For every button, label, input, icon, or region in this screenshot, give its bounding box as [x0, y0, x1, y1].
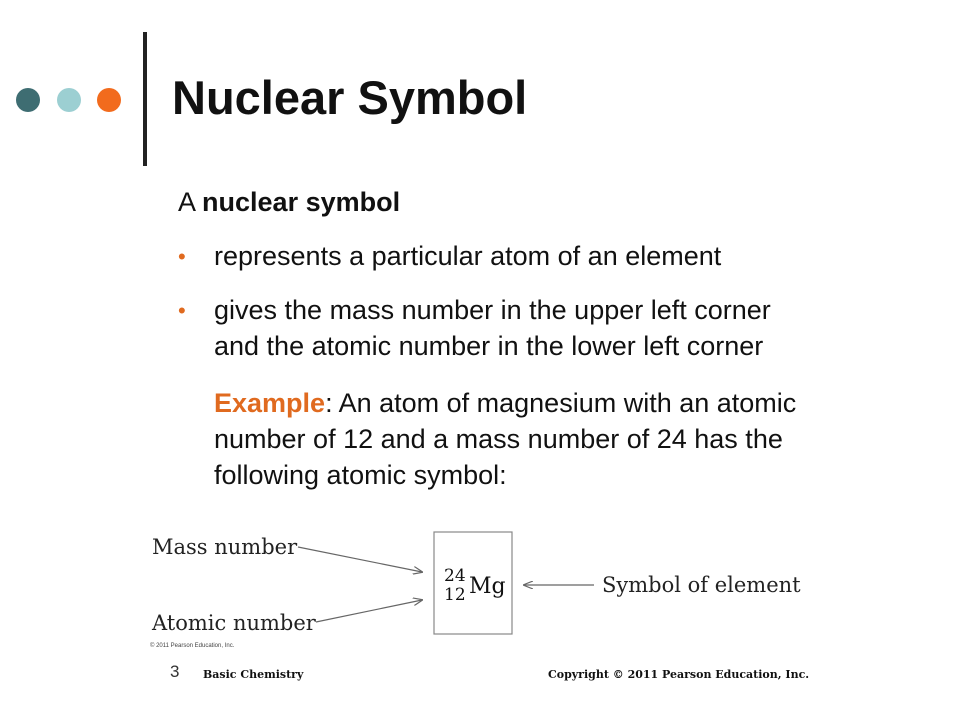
page-title: Nuclear Symbol — [172, 71, 528, 124]
example-line-2: number of 12 and a mass number of 24 has the — [214, 424, 783, 454]
intro-plain: A — [178, 187, 203, 217]
title-divider — [143, 32, 147, 166]
page-number: 3 — [170, 662, 180, 681]
mass-number-arrow — [298, 547, 422, 572]
bullet-text-2b: and the atomic number in the lower left corner — [214, 331, 764, 361]
footer-copyright: Copyright © 2011 Pearson Education, Inc. — [548, 668, 810, 681]
atomic-number-value: 12 — [444, 585, 466, 605]
decor-dot-orange — [97, 88, 121, 112]
decor-dot-dark — [16, 88, 40, 112]
decor-dot-light — [57, 88, 81, 112]
bullet-text-1: represents a particular atom of an element — [214, 241, 722, 271]
bullet-text-2a: gives the mass number in the upper left corner — [214, 295, 771, 325]
symbol-of-element-label: Symbol of element — [602, 573, 801, 597]
example-line-3: following atomic symbol: — [214, 460, 507, 490]
diagram-copyright: © 2011 Pearson Education, Inc. — [150, 643, 235, 649]
intro-bold: nuclear symbol — [202, 187, 401, 217]
example-text-1: : An atom of magnesium with an atomic — [325, 388, 797, 418]
nuclear-symbol-diagram — [146, 524, 806, 656]
atomic-number-arrow — [316, 600, 422, 622]
atomic-number-label: Atomic number — [152, 611, 316, 635]
bullet-marker-1: • — [178, 244, 186, 269]
bullet-marker-2: • — [178, 298, 186, 323]
intro-text — [178, 184, 400, 220]
footer-course: Basic Chemistry — [203, 668, 304, 681]
example-line-1 — [214, 385, 796, 421]
example-label: Example — [214, 388, 326, 418]
mass-number-label: Mass number — [152, 535, 298, 559]
element-symbol: Mg — [469, 574, 506, 599]
mass-number-value: 24 — [444, 566, 466, 586]
